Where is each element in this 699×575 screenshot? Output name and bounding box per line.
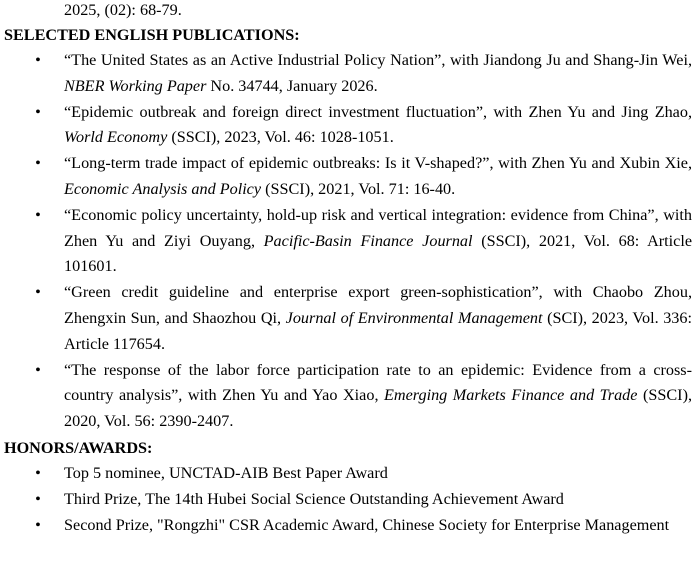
publication-title-authors: “Green credit guideline and enterprise export green-sophistication”, with Chaobo Zhou, Zhengxin Sun, and Shaozhou Qi,: [64, 283, 692, 327]
publication-details: (SSCI), 2020, Vol. 56: 2390-2407.: [64, 386, 693, 431]
publication-title-authors: “Economic policy uncertainty, hold-up risk and vertical integration: evidence from China”, with Zhen Yu and Ziyi Ouyang,: [64, 205, 692, 250]
publication-item: [0, 48, 699, 100]
publication-title-authors: “The response of the labor force participation rate to an epidemic: Evidence from a cross-country analysis”, with Zhen Yu and Yao Xiao,: [64, 360, 692, 405]
publication-item: [0, 151, 699, 203]
award-item: [0, 487, 699, 513]
publication-details: (SSCI), 2021, Vol. 68: Article 101601.: [64, 231, 693, 276]
publication-venue: Journal of Environmental Management: [285, 308, 543, 327]
honors-awards-heading: HONORS/AWARDS:: [4, 438, 153, 457]
bullet-icon: •: [35, 205, 41, 224]
honors-list: [0, 461, 699, 538]
bullet-icon: •: [35, 360, 41, 379]
bullet-icon: •: [35, 463, 41, 482]
publication-item: [0, 203, 699, 280]
publication-venue: Pacific-Basin Finance Journal: [263, 231, 473, 250]
publication-item: [0, 100, 699, 152]
award-text: Top 5 nominee, UNCTAD-AIB Best Paper Award: [64, 463, 388, 482]
award-item: [0, 461, 699, 487]
bullet-icon: •: [35, 102, 41, 121]
publication-item: [0, 358, 699, 435]
previous-entry-continuation: 2025, (02): 68-79.: [64, 1, 182, 19]
publication-title-authors: “Long-term trade impact of epidemic outbreaks: Is it V-shaped?”, with Zhen Yu and Xubin Xie,: [64, 154, 692, 173]
bullet-icon: •: [35, 51, 41, 69]
publication-details: (SSCI), 2023, Vol. 46: 1028-1051.: [167, 128, 394, 147]
english-publications-list: [0, 48, 699, 435]
award-text: Second Prize, "Rongzhi" CSR Academic Award, Chinese Society for Enterprise Management: [64, 515, 670, 534]
publication-title-authors: “Epidemic outbreak and foreign direct investment fluctuation”, with Zhen Yu and Jing Zhao,: [64, 102, 692, 121]
bullet-icon: •: [35, 283, 41, 302]
publication-venue: World Economy: [64, 128, 168, 147]
bullet-icon: •: [35, 515, 41, 534]
award-item: [0, 513, 699, 539]
publication-details: No. 34744, January 2026.: [206, 76, 378, 95]
publication-title-authors: “The United States as an Active Industrial Policy Nation”, with Jiandong Ju and Shang-Jin Wei,: [64, 51, 692, 69]
publication-venue: Economic Analysis and Policy: [64, 179, 262, 198]
publication-details: (SCI), 2023, Vol. 336: Article 117654.: [64, 308, 692, 353]
bullet-icon: •: [35, 154, 41, 173]
publication-venue: NBER Working Paper: [64, 76, 207, 95]
award-text: Third Prize, The 14th Hubei Social Science Outstanding Achievement Award: [64, 489, 564, 508]
english-publications-heading: SELECTED ENGLISH PUBLICATIONS:: [4, 26, 300, 44]
publication-item: [0, 280, 699, 357]
bullet-icon: •: [35, 489, 41, 508]
publication-details: (SSCI), 2021, Vol. 71: 16-40.: [261, 179, 456, 198]
publication-venue: Emerging Markets Finance and Trade: [384, 386, 638, 405]
